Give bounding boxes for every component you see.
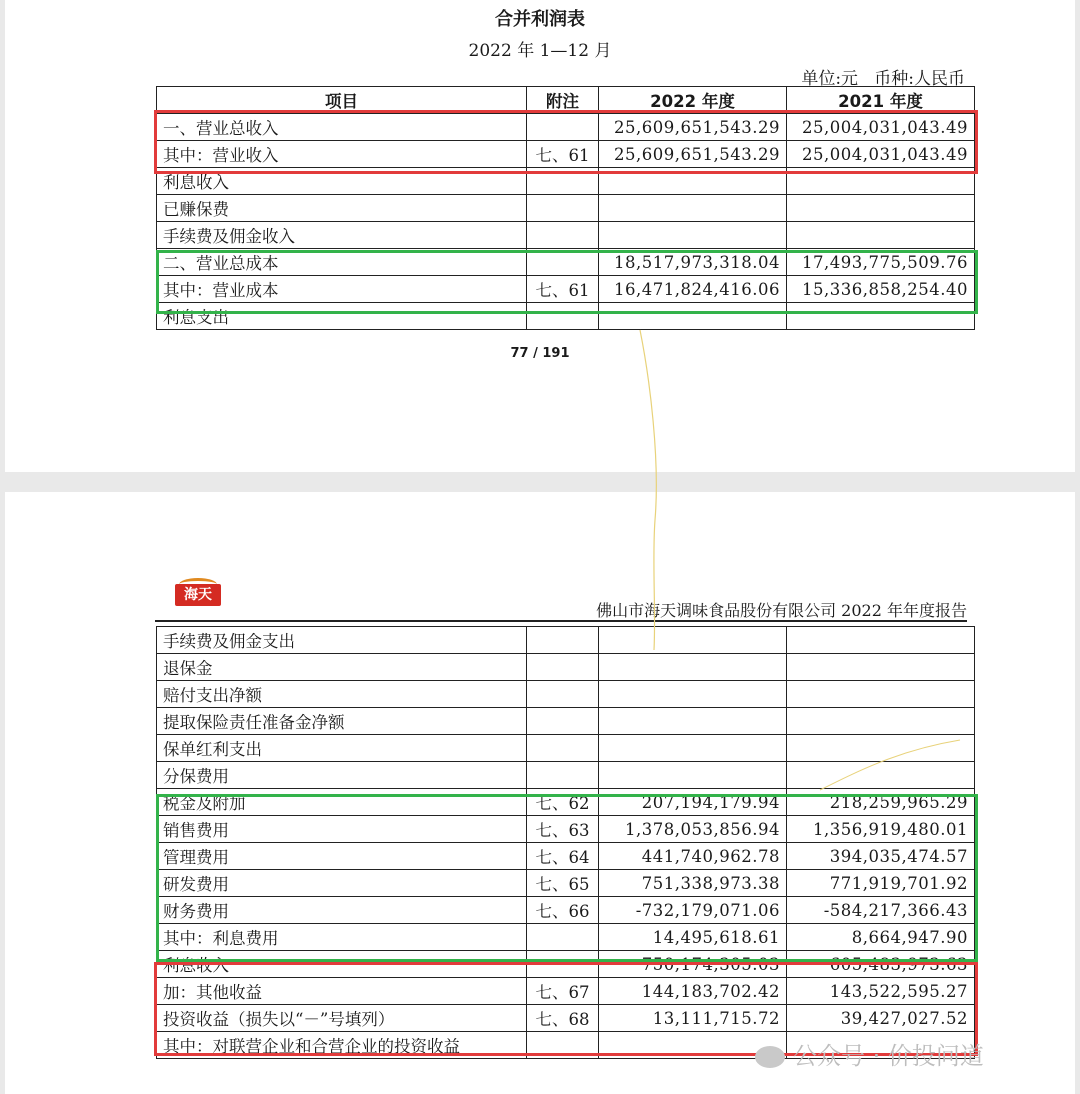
- row-item: 其中：利息费用: [157, 924, 527, 951]
- row-item: 投资收益（损失以“－”号填列）: [157, 1005, 527, 1032]
- row-2022: 441,740,962.78: [599, 843, 787, 870]
- row-2022: 750,174,305.03: [599, 951, 787, 978]
- row-2021: [787, 708, 975, 735]
- table-row: [157, 843, 975, 870]
- row-2021: 394,035,474.57: [787, 843, 975, 870]
- row-note: 七、63: [527, 816, 599, 843]
- row-2022: 13,111,715.72: [599, 1005, 787, 1032]
- row-2022: 25,609,651,543.29: [599, 114, 787, 141]
- row-note: [527, 168, 599, 195]
- row-note: 七、66: [527, 897, 599, 924]
- table-row: [157, 1005, 975, 1032]
- row-2022: [599, 654, 787, 681]
- row-note: 七、67: [527, 978, 599, 1005]
- header-2021: 2021 年度: [787, 87, 975, 114]
- row-note: [527, 762, 599, 789]
- report-page-77: [5, 0, 1075, 472]
- company-report-header: 佛山市海天调味食品股份有限公司 2022 年年度报告: [596, 601, 967, 620]
- wechat-icon: [755, 1046, 785, 1068]
- table-row: [157, 681, 975, 708]
- row-2021: 15,336,858,254.40: [787, 276, 975, 303]
- row-note: [527, 114, 599, 141]
- table-row: [157, 627, 975, 654]
- statement-title: 合并利润表: [495, 9, 585, 30]
- row-item: 管理费用: [157, 843, 527, 870]
- table-header-row: [157, 87, 975, 114]
- row-item: 赔付支出净额: [157, 681, 527, 708]
- row-item: 保单红利支出: [157, 735, 527, 762]
- table-row: [157, 816, 975, 843]
- row-2022: 25,609,651,543.29: [599, 141, 787, 168]
- report-page-78: [5, 492, 1075, 1094]
- row-item: 税金及附加: [157, 789, 527, 816]
- row-2022: [599, 168, 787, 195]
- row-2021: 17,493,775,509.76: [787, 249, 975, 276]
- row-2022: 751,338,973.38: [599, 870, 787, 897]
- table-row: [157, 897, 975, 924]
- row-2021: [787, 681, 975, 708]
- watermark-text: 公众号 · 价投问道: [793, 1042, 984, 1070]
- table-row: [157, 924, 975, 951]
- row-2022: [599, 303, 787, 330]
- row-note: 七、65: [527, 870, 599, 897]
- table-row: [157, 735, 975, 762]
- table-row: [157, 195, 975, 222]
- row-item: 手续费及佣金支出: [157, 627, 527, 654]
- row-2022: [599, 708, 787, 735]
- row-item: 研发费用: [157, 870, 527, 897]
- row-note: [527, 924, 599, 951]
- row-2021: -584,217,366.43: [787, 897, 975, 924]
- row-item: 手续费及佣金收入: [157, 222, 527, 249]
- income-statement-table-part1: [156, 86, 975, 330]
- table-row: [157, 654, 975, 681]
- haitian-logo: [175, 578, 221, 608]
- row-2022: 16,471,824,416.06: [599, 276, 787, 303]
- row-item: 其中：营业成本: [157, 276, 527, 303]
- row-item: 加：其他收益: [157, 978, 527, 1005]
- row-item: 销售费用: [157, 816, 527, 843]
- header-2022: 2022 年度: [599, 87, 787, 114]
- row-note: [527, 303, 599, 330]
- row-item: 分保费用: [157, 762, 527, 789]
- row-2022: 14,495,618.61: [599, 924, 787, 951]
- row-note: 七、61: [527, 141, 599, 168]
- table-row: [157, 141, 975, 168]
- row-item: 一、营业总收入: [157, 114, 527, 141]
- row-2021: 605,483,973.63: [787, 951, 975, 978]
- row-item: 其中：营业收入: [157, 141, 527, 168]
- row-note: [527, 1032, 599, 1059]
- row-2021: [787, 654, 975, 681]
- table-row: [157, 762, 975, 789]
- header-divider: [155, 620, 967, 622]
- table-row: [157, 222, 975, 249]
- row-2022: [599, 222, 787, 249]
- row-2021: [787, 303, 975, 330]
- row-note: [527, 195, 599, 222]
- row-2022: -732,179,071.06: [599, 897, 787, 924]
- header-item: 项目: [157, 87, 527, 114]
- row-note: [527, 249, 599, 276]
- row-2021: 8,664,947.90: [787, 924, 975, 951]
- row-item: 提取保险责任准备金净额: [157, 708, 527, 735]
- row-2022: 144,183,702.42: [599, 978, 787, 1005]
- row-2022: [599, 627, 787, 654]
- row-2021: 25,004,031,043.49: [787, 141, 975, 168]
- row-item: 其中：对联营企业和合营企业的投资收益: [157, 1032, 527, 1059]
- page-number: 77 / 191: [510, 346, 570, 361]
- row-item: 退保金: [157, 654, 527, 681]
- row-item: 已赚保费: [157, 195, 527, 222]
- table-row: [157, 249, 975, 276]
- row-2022: 18,517,973,318.04: [599, 249, 787, 276]
- row-note: [527, 735, 599, 762]
- table-row: [157, 978, 975, 1005]
- row-note: 七、62: [527, 789, 599, 816]
- table-row: [157, 951, 975, 978]
- row-2021: [787, 627, 975, 654]
- row-2022: [599, 762, 787, 789]
- header-note: 附注: [527, 87, 599, 114]
- table-row: [157, 708, 975, 735]
- row-item: 利息支出: [157, 303, 527, 330]
- row-item: 二、营业总成本: [157, 249, 527, 276]
- income-statement-table-part2: [156, 626, 975, 1059]
- row-note: 七、64: [527, 843, 599, 870]
- wechat-watermark: [755, 1036, 984, 1071]
- row-item: 利息收入: [157, 951, 527, 978]
- row-2021: 25,004,031,043.49: [787, 114, 975, 141]
- row-item: 利息收入: [157, 168, 527, 195]
- row-2021: 1,356,919,480.01: [787, 816, 975, 843]
- row-2022: 207,194,179.94: [599, 789, 787, 816]
- row-2022: [599, 735, 787, 762]
- row-note: 七、68: [527, 1005, 599, 1032]
- table-row: [157, 168, 975, 195]
- row-note: [527, 951, 599, 978]
- table-row: [157, 789, 975, 816]
- row-2021: [787, 735, 975, 762]
- row-note: [527, 654, 599, 681]
- row-note: [527, 627, 599, 654]
- row-note: [527, 708, 599, 735]
- row-2022: [599, 195, 787, 222]
- table-row: [157, 303, 975, 330]
- table-row: [157, 114, 975, 141]
- row-note: [527, 222, 599, 249]
- row-note: 七、61: [527, 276, 599, 303]
- row-2021: [787, 762, 975, 789]
- row-2021: 771,919,701.92: [787, 870, 975, 897]
- row-2021: [787, 195, 975, 222]
- row-2021: [787, 222, 975, 249]
- currency-unit: 单位:元 币种:人民币: [801, 69, 965, 89]
- row-2021: 143,522,595.27: [787, 978, 975, 1005]
- row-note: [527, 681, 599, 708]
- table-row: [157, 870, 975, 897]
- table-row: [157, 276, 975, 303]
- statement-period: 2022 年 1—12 月: [468, 41, 612, 61]
- row-item: 财务费用: [157, 897, 527, 924]
- row-2021: [787, 168, 975, 195]
- logo-text: 海天: [175, 584, 221, 606]
- row-2022: 1,378,053,856.94: [599, 816, 787, 843]
- row-2021: 39,427,027.52: [787, 1005, 975, 1032]
- row-2021: 218,259,965.29: [787, 789, 975, 816]
- row-2022: [599, 681, 787, 708]
